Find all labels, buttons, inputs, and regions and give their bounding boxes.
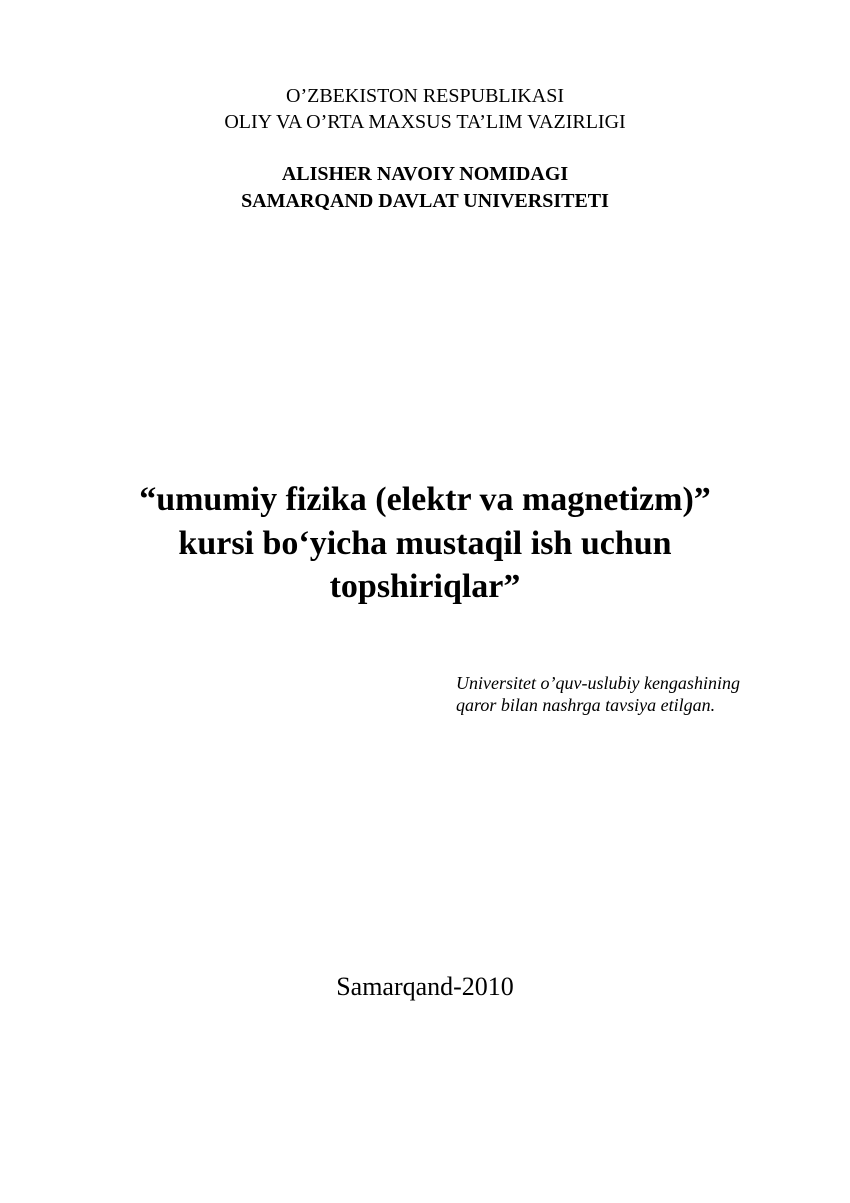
document-title-line-3: topshiriqlar” [329, 568, 521, 605]
document-title-line-1: “umumiy fizika (elektr va magnetizm)” [139, 481, 711, 518]
university-line-2: SAMARQAND DAVLAT UNIVERSITETI [241, 190, 609, 212]
ministry-line-2: OLIY VA O’RTA MAXSUS TA’LIM VAZIRLIGI [224, 111, 626, 133]
document-title-line-2: kursi bo‘yicha mustaqil ish uchun [178, 525, 672, 562]
approval-note-line-2: qaror bilan nashrga tavsiya etilgan. [456, 695, 716, 715]
ministry-line-1: O’ZBEKISTON RESPUBLIKASI [286, 85, 564, 107]
approval-note-line-1: Universitet o’quv-uslubiy kengashining [456, 673, 740, 693]
city-year: Samarqand-2010 [336, 972, 514, 1001]
university-line-1: ALISHER NAVOIY NOMIDAGI [281, 163, 569, 185]
